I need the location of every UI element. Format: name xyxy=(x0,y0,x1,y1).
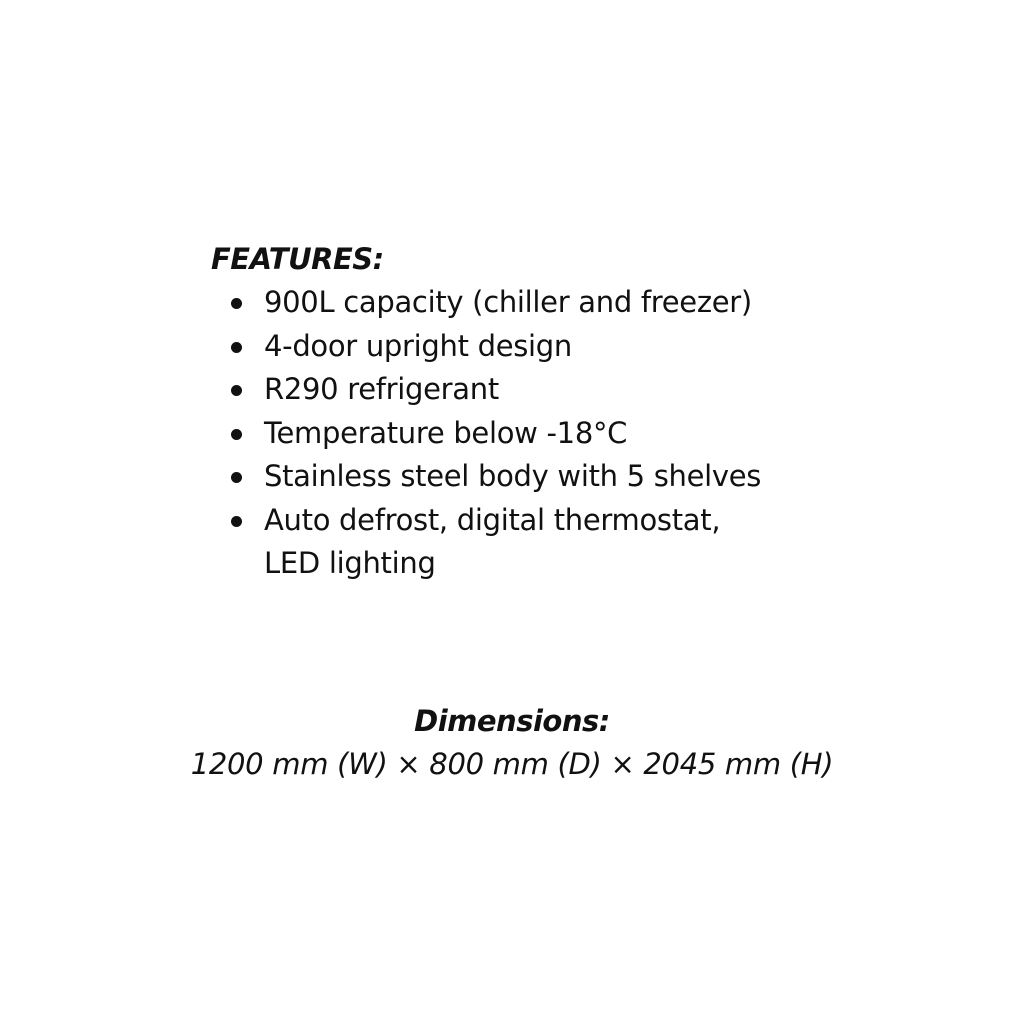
feature-item xyxy=(211,412,771,456)
bullet-icon xyxy=(231,472,242,483)
bullet-icon xyxy=(231,385,242,396)
feature-text: Auto defrost, digital thermostat, LED lighting xyxy=(264,502,721,580)
feature-item xyxy=(211,281,771,325)
bullet-icon xyxy=(231,298,242,309)
feature-item xyxy=(211,325,771,369)
bullet-icon xyxy=(231,516,242,527)
features-heading: FEATURES: xyxy=(211,242,384,276)
feature-text: Temperature below -18°C xyxy=(264,415,628,450)
feature-text: Stainless steel body with 5 shelves xyxy=(264,459,762,493)
bullet-icon xyxy=(231,429,242,440)
feature-text: 900L capacity (chiller and freezer) xyxy=(264,285,752,319)
features-list xyxy=(211,281,771,586)
dimensions-heading: Dimensions: xyxy=(414,704,610,738)
features-section xyxy=(211,238,771,586)
bullet-icon xyxy=(231,342,242,353)
dimensions-value: 1200 mm (W) × 800 mm (D) × 2045 mm (H) xyxy=(190,747,834,781)
feature-item xyxy=(211,455,771,499)
feature-item xyxy=(211,368,771,412)
dimensions-section xyxy=(0,700,1024,786)
feature-text: R290 refrigerant xyxy=(264,372,499,406)
feature-text: 4-door upright design xyxy=(264,328,572,363)
feature-item xyxy=(211,499,771,586)
